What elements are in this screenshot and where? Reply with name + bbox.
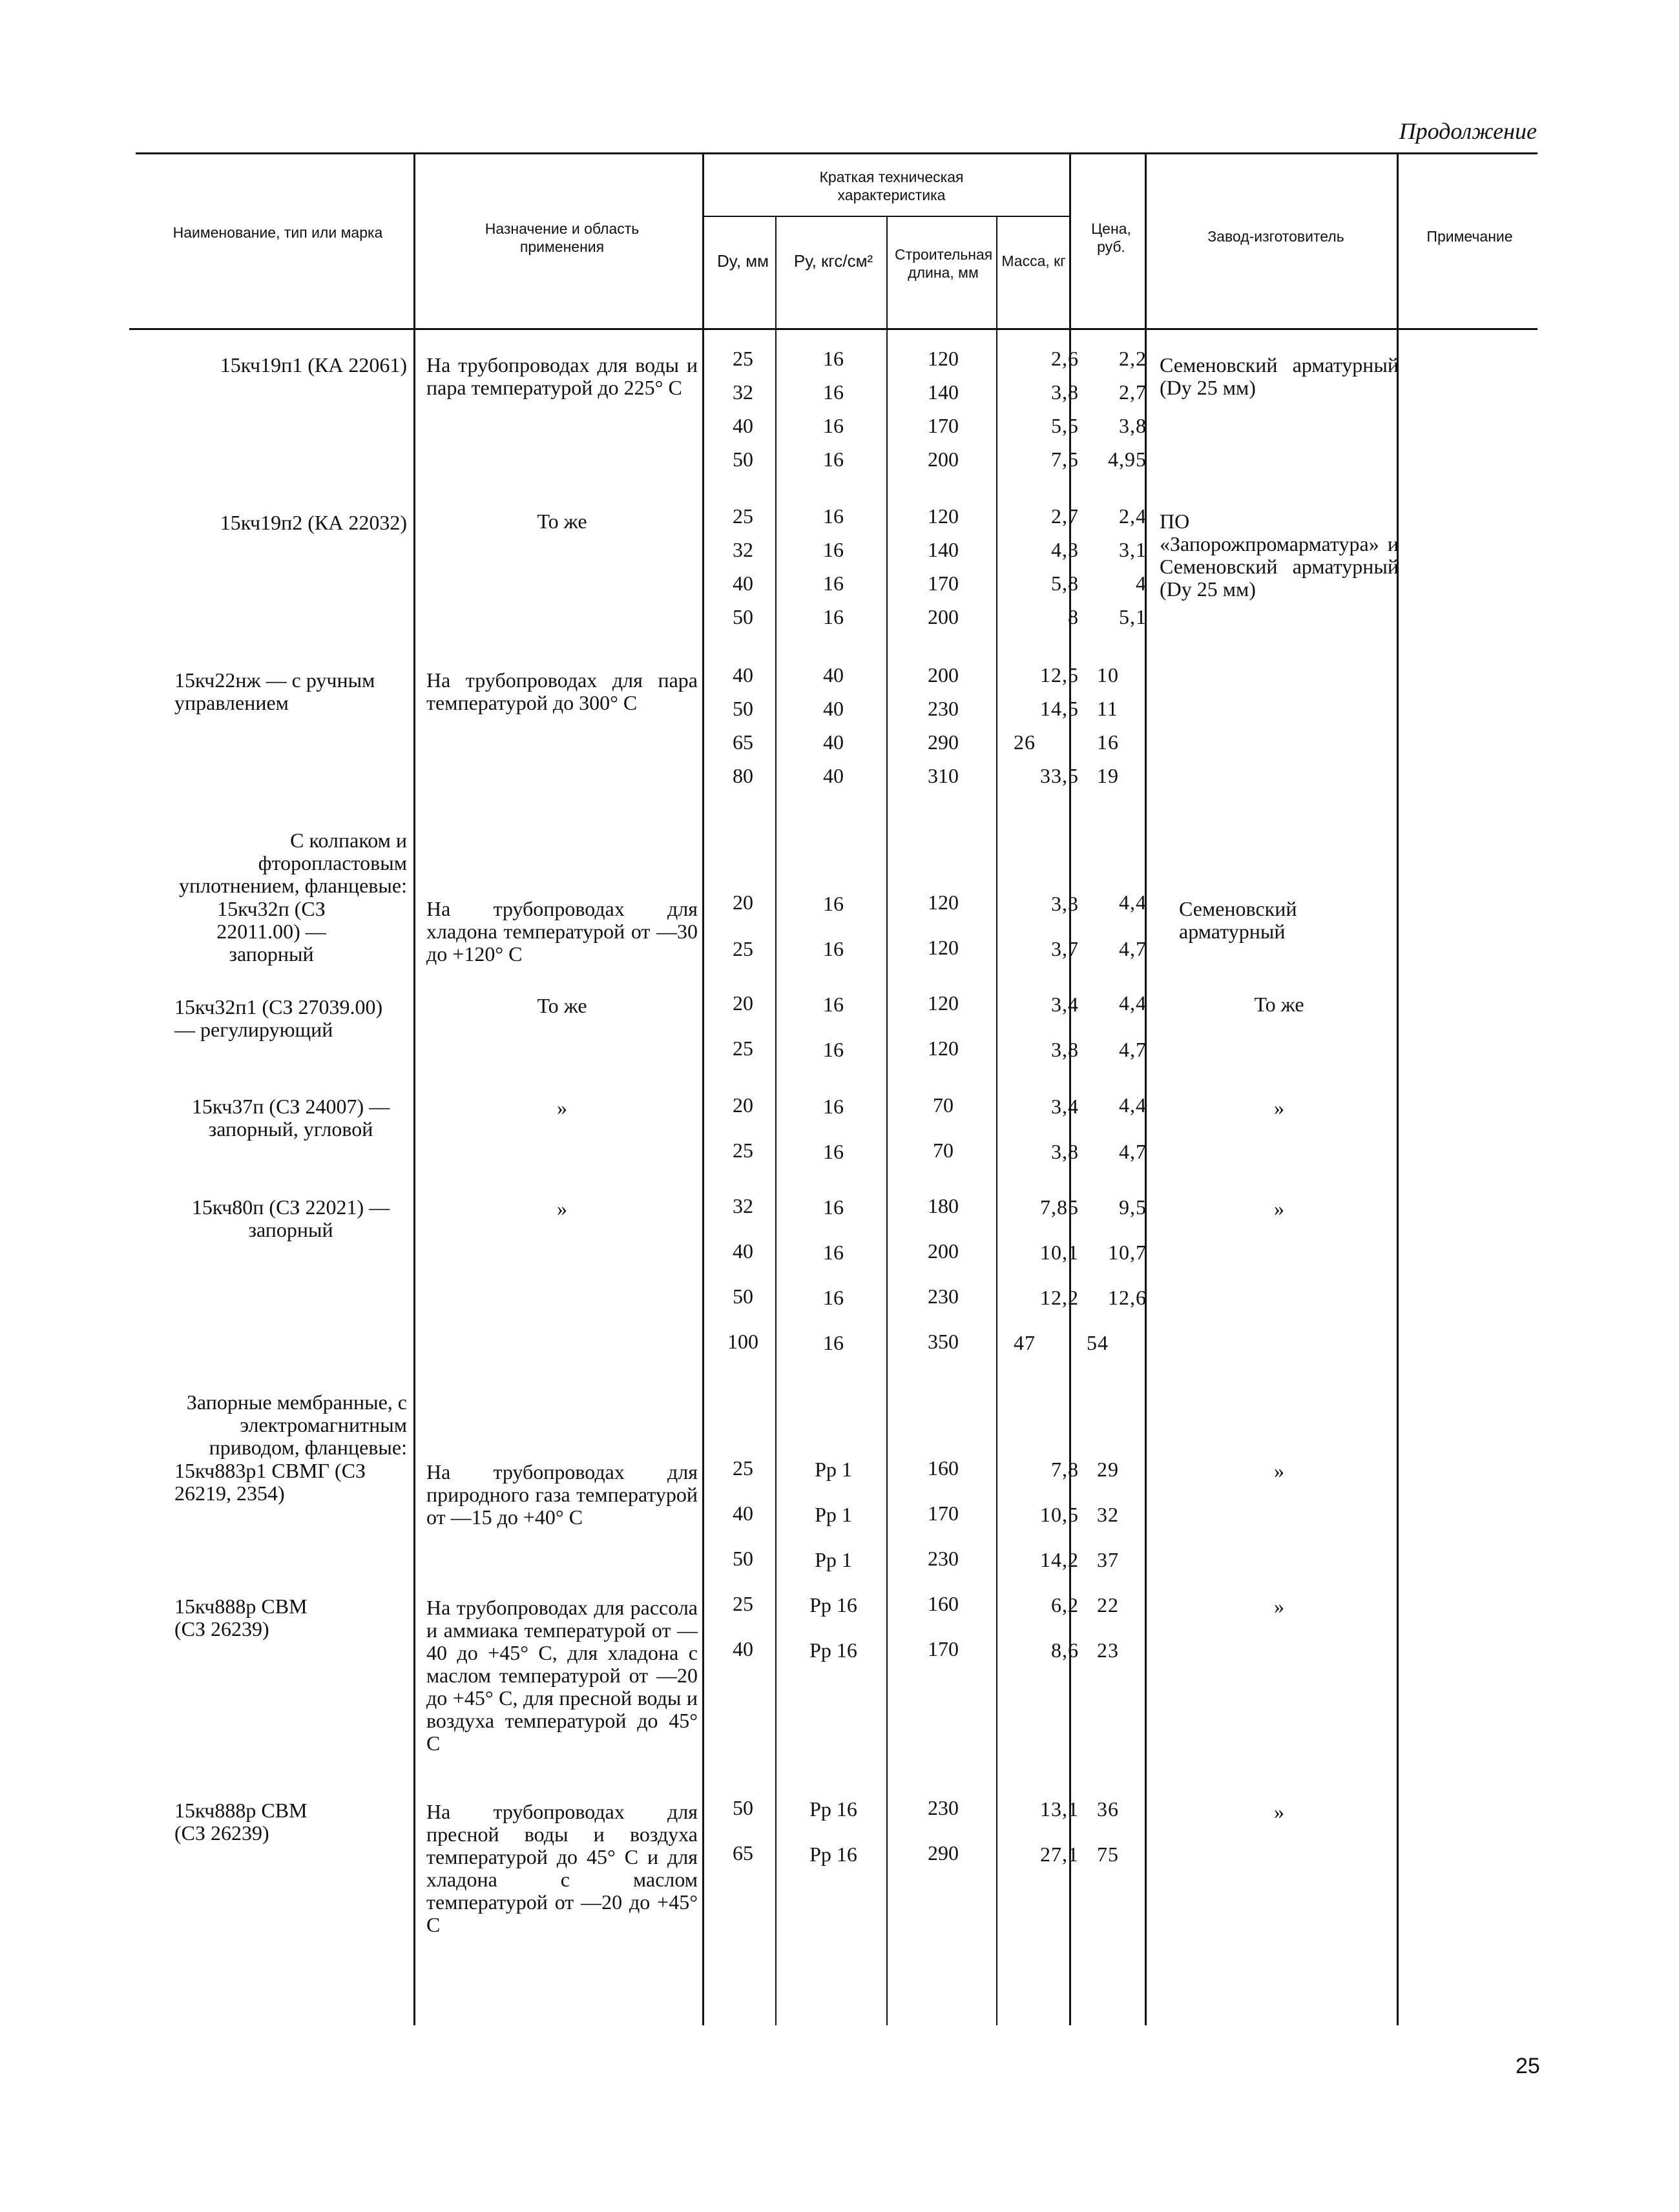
row2-py-3: 16 xyxy=(823,572,844,595)
row3-name: 15кч22нж — с ручным управлением xyxy=(174,668,375,714)
row2-length-2: 140 xyxy=(928,538,959,561)
row7-length-2: 200 xyxy=(928,1239,959,1263)
row1-length-1: 120 xyxy=(928,347,959,370)
row8-maker: » xyxy=(1274,1459,1284,1482)
row2-dy-2: 32 xyxy=(733,538,753,561)
row3-py-1: 40 xyxy=(823,663,844,687)
row8-length-2: 170 xyxy=(928,1502,959,1525)
row8-mass-2: 10,5 xyxy=(1040,1503,1079,1526)
row7-dy-1: 32 xyxy=(733,1194,753,1217)
row3-price-2: 11 xyxy=(1097,697,1118,720)
row2-length-3: 170 xyxy=(928,572,959,595)
row7-price-1: 9,5 xyxy=(1119,1195,1147,1219)
col-divider-name xyxy=(413,152,415,2025)
row7-py-3: 16 xyxy=(823,1286,844,1309)
row7-py-4: 16 xyxy=(823,1331,844,1354)
row8-py-1: Pр 1 xyxy=(815,1458,852,1481)
row9-name: 15кч888р СВМ (СЗ 26239) xyxy=(174,1595,308,1640)
row5-maker: То же xyxy=(1254,993,1304,1016)
row7-price-3: 12,6 xyxy=(1108,1286,1147,1309)
table-top-rule xyxy=(136,152,1538,154)
row6-price-1: 4,4 xyxy=(1119,1093,1147,1117)
row7-py-2: 16 xyxy=(823,1241,844,1264)
row7-length-3: 230 xyxy=(928,1285,959,1308)
row7-purpose: » xyxy=(557,1197,567,1220)
row1-name: 15кч19п1 (КА 22061) xyxy=(220,353,407,377)
row5-name: 15кч32п1 (СЗ 27039.00) — регулирующий xyxy=(174,995,383,1041)
row2-mass-2: 4,3 xyxy=(1051,538,1079,561)
row1-mass-1: 2,6 xyxy=(1051,347,1079,370)
row9-price-2: 23 xyxy=(1097,1638,1119,1662)
row5-py-2: 16 xyxy=(823,1038,844,1061)
row9-py-2: Pр 16 xyxy=(809,1638,857,1662)
row9-purpose: На трубопроводах для рассола и аммиака температурой от —40 до +45° С, для хладона с маслом температурой от —20 до +45° С, для пресной воды и воздуха температурой до 45° С xyxy=(426,1596,698,1755)
row3-mass-3: 26 xyxy=(1014,730,1036,754)
row10-py-2: Pр 16 xyxy=(809,1843,857,1866)
header-name: Наименование, тип или марка xyxy=(172,224,383,241)
row10-mass-2: 27,1 xyxy=(1040,1843,1079,1866)
row7-dy-4: 100 xyxy=(727,1330,758,1353)
row8-price-1: 29 xyxy=(1097,1458,1119,1481)
row6-mass-1: 3,4 xyxy=(1051,1095,1079,1118)
continuation-label: Продолжение xyxy=(1399,118,1537,144)
row7-dy-3: 50 xyxy=(733,1285,753,1308)
row4-dy-1: 20 xyxy=(733,891,753,914)
row3-length-2: 230 xyxy=(928,697,959,720)
header-py: Pу, кгс/см² xyxy=(793,251,873,271)
row4-price-1: 4,4 xyxy=(1119,891,1147,914)
row1-price-3: 3,8 xyxy=(1119,414,1147,437)
row10-name: 15кч888р СВМ (СЗ 26239) xyxy=(174,1799,308,1845)
row6-py-2: 16 xyxy=(823,1140,844,1163)
row1-mass-3: 5,5 xyxy=(1051,414,1079,437)
row2-mass-4: 8 xyxy=(1068,605,1079,628)
row7-price-2: 10,7 xyxy=(1108,1241,1147,1264)
row3-price-4: 19 xyxy=(1097,764,1119,787)
row2-py-2: 16 xyxy=(823,538,844,561)
row3-mass-1: 12,5 xyxy=(1040,663,1079,687)
row1-dy-1: 25 xyxy=(733,347,753,370)
row7-name: 15кч80п (СЗ 22021) — запорный xyxy=(191,1195,390,1241)
row2-dy-4: 50 xyxy=(733,605,753,628)
row8-mass-1: 7,8 xyxy=(1051,1458,1079,1481)
row9-mass-1: 6,2 xyxy=(1051,1593,1079,1617)
group-header-rule xyxy=(704,216,1071,217)
row3-mass-4: 33,5 xyxy=(1040,764,1079,787)
row7-mass-2: 10,1 xyxy=(1040,1241,1079,1264)
header-note: Примечание xyxy=(1426,228,1513,245)
row9-py-1: Pр 16 xyxy=(809,1593,857,1617)
row2-purpose: То же xyxy=(537,510,587,533)
row8-mass-3: 14,2 xyxy=(1040,1548,1079,1571)
row1-py-3: 16 xyxy=(823,414,844,437)
row10-py-1: Pр 16 xyxy=(809,1797,857,1821)
row8-name: 15кч883р1 СВМГ (СЗ 26219, 2354) xyxy=(174,1459,366,1505)
row8-purpose: На трубопроводах для природного газа температурой от —15 до +40° С xyxy=(426,1460,698,1529)
row3-price-3: 16 xyxy=(1097,730,1119,754)
row1-dy-3: 40 xyxy=(733,414,753,437)
row2-mass-1: 2,7 xyxy=(1051,504,1079,528)
row9-mass-2: 8,6 xyxy=(1051,1638,1079,1662)
col-divider-py xyxy=(886,217,888,2025)
row2-length-4: 200 xyxy=(928,605,959,628)
col-divider-purpose xyxy=(702,152,704,2025)
row2-py-4: 16 xyxy=(823,605,844,628)
row4-maker: Семеновский арматурный xyxy=(1179,897,1297,943)
row3-price-1: 10 xyxy=(1097,663,1119,687)
row1-purpose: На трубопроводах для воды и пара температурой до 225° С xyxy=(426,353,698,399)
group2-title: Запорные мембранные, с электромагнитным приводом, фланцевые: xyxy=(186,1390,407,1459)
row10-price-1: 36 xyxy=(1097,1797,1119,1821)
row4-py-2: 16 xyxy=(823,937,844,960)
row10-length-2: 290 xyxy=(928,1841,959,1865)
row1-py-1: 16 xyxy=(823,347,844,370)
row6-dy-2: 25 xyxy=(733,1139,753,1162)
header-bottom-rule xyxy=(129,328,1538,330)
row5-dy-2: 25 xyxy=(733,1037,753,1060)
row3-length-4: 310 xyxy=(928,764,959,787)
header-maker: Завод-изготовитель xyxy=(1207,228,1344,245)
header-tech-group: Краткая техническая характеристика xyxy=(819,169,964,203)
row9-length-1: 160 xyxy=(928,1592,959,1615)
col-divider-maker xyxy=(1397,152,1399,2025)
row7-py-1: 16 xyxy=(823,1195,844,1219)
row2-py-1: 16 xyxy=(823,504,844,528)
row2-name: 15кч19п2 (КА 22032) xyxy=(220,511,407,534)
col-divider-dy xyxy=(775,217,777,2025)
row6-length-2: 70 xyxy=(933,1139,954,1162)
row2-price-4: 5,1 xyxy=(1119,605,1147,628)
row2-price-3: 4 xyxy=(1136,572,1147,595)
row5-dy-1: 20 xyxy=(733,991,753,1015)
row6-price-2: 4,7 xyxy=(1119,1140,1147,1163)
page-number: 25 xyxy=(1516,2054,1540,2078)
row7-maker: » xyxy=(1274,1197,1284,1220)
row7-price-4: 54 xyxy=(1087,1331,1109,1354)
row1-length-4: 200 xyxy=(928,448,959,471)
row8-dy-2: 40 xyxy=(733,1502,753,1525)
row9-dy-2: 40 xyxy=(733,1637,753,1660)
row8-py-2: Pр 1 xyxy=(815,1503,852,1526)
row3-dy-2: 50 xyxy=(733,697,753,720)
row7-dy-2: 40 xyxy=(733,1239,753,1263)
row7-mass-1: 7,85 xyxy=(1040,1195,1079,1219)
row5-purpose: То же xyxy=(537,994,587,1017)
row3-dy-3: 65 xyxy=(733,730,753,754)
row2-price-1: 2,4 xyxy=(1119,504,1147,528)
row10-mass-1: 13,1 xyxy=(1040,1797,1079,1821)
row1-maker: Семеновский арматурный (Dу 25 мм) xyxy=(1160,353,1399,399)
row5-price-1: 4,4 xyxy=(1119,991,1147,1015)
row4-purpose: На трубопроводах для хладона температурой от —30 до +120° С xyxy=(426,897,698,966)
row1-price-2: 2,7 xyxy=(1119,380,1147,404)
row6-mass-2: 3,8 xyxy=(1051,1140,1079,1163)
row10-purpose: На трубопроводах для пресной воды и воздуха температурой до 45° С и для хладона с маслом температурой от —20 до +45° С xyxy=(426,1800,698,1936)
row3-mass-2: 14,5 xyxy=(1040,697,1079,720)
row4-py-1: 16 xyxy=(823,892,844,915)
row3-dy-4: 80 xyxy=(733,764,753,787)
row4-length-1: 120 xyxy=(928,891,959,914)
row4-dy-2: 25 xyxy=(733,937,753,960)
row5-py-1: 16 xyxy=(823,993,844,1016)
group1-title: С колпаком и фторопластовым уплотнением, фланцевые: xyxy=(179,829,407,897)
row5-length-2: 120 xyxy=(928,1037,959,1060)
row6-py-1: 16 xyxy=(823,1095,844,1118)
row8-price-2: 32 xyxy=(1097,1503,1119,1526)
row1-dy-4: 50 xyxy=(733,448,753,471)
row7-mass-3: 12,2 xyxy=(1040,1286,1079,1309)
row8-dy-3: 50 xyxy=(733,1547,753,1570)
row9-maker: » xyxy=(1274,1595,1284,1618)
row5-length-1: 120 xyxy=(928,991,959,1015)
row10-length-1: 230 xyxy=(928,1796,959,1819)
row10-price-2: 75 xyxy=(1097,1843,1119,1866)
row1-mass-2: 3,8 xyxy=(1051,380,1079,404)
row8-py-3: Pр 1 xyxy=(815,1548,852,1571)
row1-py-4: 16 xyxy=(823,448,844,471)
row4-price-2: 4,7 xyxy=(1119,937,1147,960)
row1-length-3: 170 xyxy=(928,414,959,437)
row8-dy-1: 25 xyxy=(733,1456,753,1480)
row1-dy-2: 32 xyxy=(733,380,753,404)
row1-price-4: 4,95 xyxy=(1108,448,1147,471)
row4-mass-2: 3,7 xyxy=(1051,937,1079,960)
row10-maker: » xyxy=(1274,1800,1284,1823)
row3-length-3: 290 xyxy=(928,730,959,754)
row3-py-2: 40 xyxy=(823,697,844,720)
row1-length-2: 140 xyxy=(928,380,959,404)
row5-price-2: 4,7 xyxy=(1119,1038,1147,1061)
row9-dy-1: 25 xyxy=(733,1592,753,1615)
row3-py-3: 40 xyxy=(823,730,844,754)
row6-maker: » xyxy=(1274,1096,1284,1119)
col-divider-length xyxy=(996,217,997,2025)
row3-dy-1: 40 xyxy=(733,663,753,687)
row3-purpose: На трубопроводах для пара температурой до 300° С xyxy=(426,668,698,714)
row7-length-1: 180 xyxy=(928,1194,959,1217)
row2-price-2: 3,1 xyxy=(1119,538,1147,561)
row8-length-3: 230 xyxy=(928,1547,959,1570)
row6-length-1: 70 xyxy=(933,1093,954,1117)
row4-length-2: 120 xyxy=(928,936,959,959)
row4-name: 15кч32п (СЗ 22011.00) — запорный xyxy=(216,897,326,966)
row2-mass-3: 5,8 xyxy=(1051,572,1079,595)
row1-mass-4: 7,5 xyxy=(1051,448,1079,471)
row6-name: 15кч37п (СЗ 24007) — запорный, угловой xyxy=(191,1095,390,1141)
row1-py-2: 16 xyxy=(823,380,844,404)
row8-price-3: 37 xyxy=(1097,1548,1119,1571)
header-length: Строительная длина, мм xyxy=(895,246,993,281)
row9-price-1: 22 xyxy=(1097,1593,1119,1617)
header-price: Цена, руб. xyxy=(1091,220,1131,255)
row2-dy-1: 25 xyxy=(733,504,753,528)
row7-mass-4: 47 xyxy=(1014,1331,1036,1354)
row10-dy-1: 50 xyxy=(733,1796,753,1819)
header-dy: Dy, мм xyxy=(716,251,769,271)
row8-length-1: 160 xyxy=(928,1456,959,1480)
row6-dy-1: 20 xyxy=(733,1093,753,1117)
row4-mass-1: 3,3 xyxy=(1051,892,1079,915)
row5-mass-2: 3,8 xyxy=(1051,1038,1079,1061)
row7-length-4: 350 xyxy=(928,1330,959,1353)
header-purpose: Назначение и область применения xyxy=(485,220,640,255)
row10-dy-2: 65 xyxy=(733,1841,753,1865)
row3-py-4: 40 xyxy=(823,764,844,787)
row5-mass-1: 3,4 xyxy=(1051,993,1079,1016)
row2-dy-3: 40 xyxy=(733,572,753,595)
row6-purpose: » xyxy=(557,1096,567,1119)
header-mass: Масса, кг xyxy=(1001,253,1066,269)
row2-length-1: 120 xyxy=(928,504,959,528)
row2-maker: ПО «Запорожпромарматура» и Семеновский арматурный (Dу 25 мм) xyxy=(1160,510,1399,601)
row1-price-1: 2,2 xyxy=(1119,347,1147,370)
row9-length-2: 170 xyxy=(928,1637,959,1660)
row3-length-1: 200 xyxy=(928,663,959,687)
